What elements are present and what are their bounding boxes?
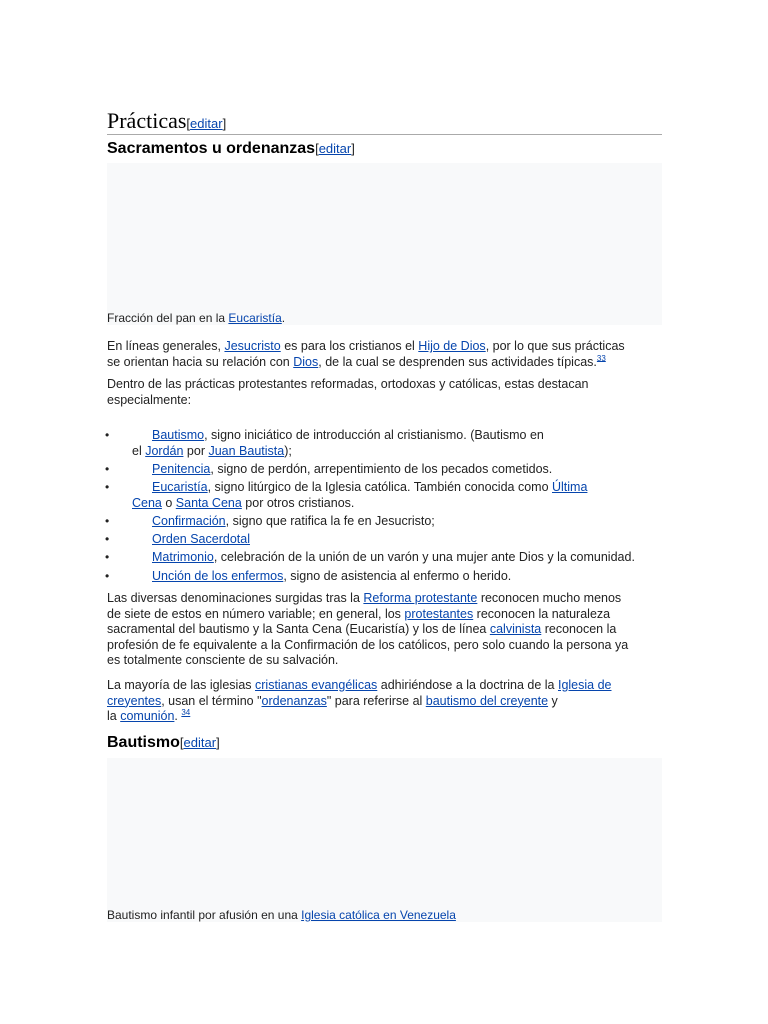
- link-ultima-cena-2[interactable]: Cena: [132, 496, 162, 510]
- link-penitencia[interactable]: Penitencia: [152, 462, 211, 476]
- subsection-title: Sacramentos u ordenanzas: [107, 140, 316, 157]
- list-item: • Eucaristía, signo litúrgico de la Iglesia católica. También conocida como Última Cena o Santa Cena por otros cristianos.: [105, 480, 588, 510]
- paragraph: En líneas generales, Jesucristo es para los cristianos el Hijo de Dios, por lo que sus prácticas se orientan hacia su relación con Dios, de la cual se desprenden sus actividades típicas.$^{33}$: [107, 339, 625, 369]
- caption-link[interactable]: Iglesia católica en Venezuela: [301, 908, 456, 922]
- bullet: •: [105, 462, 110, 476]
- link-iglesia-de-creyentes-2[interactable]: creyentes: [107, 693, 162, 708]
- bullet: •: [105, 428, 110, 442]
- link-bautismo-del-creyente[interactable]: bautismo del creyente: [425, 693, 549, 708]
- list-item: • Bautismo, signo iniciático de introducción al cristianismo. (Bautismo en el Jordán por Juan Bautista);: [105, 428, 544, 458]
- edit-link[interactable]: editar: [190, 116, 223, 131]
- link-cristianas-evangelicas[interactable]: cristianas evangélicas: [255, 678, 378, 692]
- subsection-heading-bautismo: Bautismo[editar]: [107, 734, 220, 751]
- image-placeholder: [107, 163, 662, 325]
- section-title: Prácticas: [107, 108, 187, 133]
- link-ordenanzas[interactable]: ordenanzas: [261, 693, 327, 708]
- section-edit: [editar]: [186, 116, 227, 131]
- link-santa-cena[interactable]: Santa Cena: [175, 496, 242, 510]
- link-dios[interactable]: Dios: [293, 354, 319, 369]
- bullet: •: [105, 480, 110, 494]
- paragraph: La mayoría de las iglesias cristianas evangélicas adhiriéndose a la doctrina de la Iglesia de creyentes, usan el término "ordenanzas" para referirse al bautismo del creyente y la comunión. $^{34}$: [107, 678, 612, 723]
- bullet: •: [105, 569, 110, 583]
- link-jordan[interactable]: Jordán: [145, 444, 184, 458]
- link-iglesia-de-creyentes[interactable]: Iglesia de: [557, 678, 612, 692]
- link-eucaristia[interactable]: Eucaristía: [152, 480, 208, 494]
- link-hijo-de-dios[interactable]: Hijo de Dios: [418, 339, 486, 353]
- edit-link[interactable]: editar: [318, 141, 352, 156]
- link-calvinista[interactable]: calvinista: [489, 622, 542, 636]
- paragraph: Dentro de las prácticas protestantes reformadas, ortodoxas y católicas, estas destacan especialmente:: [107, 377, 589, 407]
- link-matrimonio[interactable]: Matrimonio: [152, 550, 214, 564]
- section-heading: [107, 108, 662, 135]
- link-uncion[interactable]: Unción de los enfermos: [152, 569, 284, 583]
- reference-link[interactable]: 33: [596, 353, 606, 363]
- link-orden-sacerdotal[interactable]: Orden Sacerdotal: [152, 532, 250, 546]
- reference-link[interactable]: 34: [181, 707, 191, 717]
- edit-link[interactable]: editar: [183, 735, 217, 750]
- caption-link[interactable]: Eucaristía: [228, 311, 282, 325]
- paragraph: Las diversas denominaciones surgidas tras la Reforma protestante reconocen mucho menos de siete de estos en número variable; en general, los protestantes reconocen la naturaleza sacramental del bautismo y la Santa Cena (Eucaristía) y los de línea calvinista reconocen la profesión de fe equivalente a la Confirmación de los católicos, pero solo cuando la persona ya es totalmente consciente de su salvación.: [107, 591, 629, 667]
- link-confirmacion[interactable]: Confirmación: [152, 514, 226, 528]
- link-jesucristo[interactable]: Jesucristo: [224, 339, 281, 353]
- figure-caption: Fracción del pan en la Eucaristía.: [107, 311, 286, 325]
- link-bautismo[interactable]: Bautismo: [152, 428, 205, 442]
- link-juan-bautista[interactable]: Juan Bautista: [208, 444, 285, 458]
- link-ultima-cena[interactable]: Última: [552, 480, 588, 494]
- subsection-title: Bautismo: [107, 734, 180, 751]
- link-reforma-protestante[interactable]: Reforma protestante: [363, 591, 478, 605]
- image-placeholder: [107, 758, 662, 922]
- bullet: •: [105, 550, 110, 564]
- link-comunion[interactable]: comunión: [120, 709, 175, 723]
- subsection-heading-sacramentos: Sacramentos u ordenanzas[editar]: [107, 140, 355, 157]
- link-protestantes[interactable]: protestantes: [404, 606, 474, 621]
- bullet: •: [105, 532, 110, 546]
- figure-caption: Bautismo infantil por afusión en una Iglesia católica en Venezuela: [107, 908, 456, 922]
- bullet: •: [105, 514, 110, 528]
